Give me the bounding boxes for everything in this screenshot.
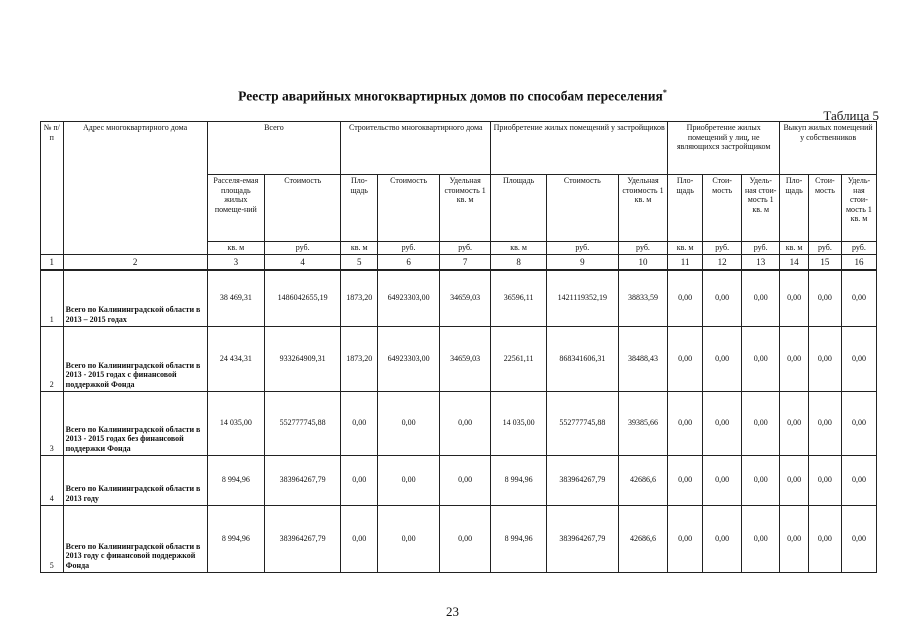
value-cell: 34659,03 xyxy=(439,270,490,326)
value-cell: 0,00 xyxy=(378,391,440,455)
value-cell: 0,00 xyxy=(808,270,841,326)
column-number-cell: 10 xyxy=(618,255,667,271)
column-number-cell: 8 xyxy=(491,255,547,271)
value-cell: 0,00 xyxy=(378,505,440,572)
unit-cell: руб. xyxy=(841,242,876,255)
subheader-buyout-unit-cost: Удель-ная стои-мость 1 кв. м xyxy=(841,175,876,242)
header-total: Всего xyxy=(207,122,341,175)
subheader-purchase-non-cost: Стои-мость xyxy=(703,175,742,242)
table-number: Таблица 5 xyxy=(823,108,879,123)
row-label: Всего по Калининградской области в 2013 - 2015 годах с финансовой поддержкой Фонда xyxy=(63,326,207,391)
value-cell: 0,00 xyxy=(808,505,841,572)
unit-cell: руб. xyxy=(808,242,841,255)
value-cell: 0,00 xyxy=(841,455,876,505)
value-cell: 0,00 xyxy=(668,455,703,505)
value-cell: 0,00 xyxy=(378,455,440,505)
unit-cell: кв. м xyxy=(491,242,547,255)
value-cell: 0,00 xyxy=(742,270,780,326)
value-cell: 0,00 xyxy=(703,505,742,572)
value-cell: 1486042655,19 xyxy=(265,270,341,326)
value-cell: 0,00 xyxy=(742,326,780,391)
value-cell: 1873,20 xyxy=(341,326,378,391)
value-cell: 0,00 xyxy=(703,270,742,326)
value-cell: 0,00 xyxy=(742,455,780,505)
value-cell: 0,00 xyxy=(668,326,703,391)
value-cell: 552777745,88 xyxy=(546,391,618,455)
subheader-construction-area: Пло-щадь xyxy=(341,175,378,242)
header-num: № п/п xyxy=(41,122,64,255)
subheader-total-cost: Стоимость xyxy=(265,175,341,242)
subheader-purchase-dev-unit-cost: Удельная стоимость 1 кв. м xyxy=(618,175,667,242)
value-cell: 38833,59 xyxy=(618,270,667,326)
row-label: Всего по Калининградской области в 2013 - 2015 годах без финансовой поддержки Фонда xyxy=(63,391,207,455)
column-number-cell: 15 xyxy=(808,255,841,271)
value-cell: 0,00 xyxy=(439,455,490,505)
unit-cell: руб. xyxy=(546,242,618,255)
column-number-cell: 12 xyxy=(703,255,742,271)
value-cell: 22561,11 xyxy=(491,326,547,391)
value-cell: 8 994,96 xyxy=(491,505,547,572)
value-cell: 42686,6 xyxy=(618,455,667,505)
header-row-groups xyxy=(41,122,877,175)
value-cell: 383964267,79 xyxy=(265,455,341,505)
value-cell: 64923303,00 xyxy=(378,270,440,326)
value-cell: 36596,11 xyxy=(491,270,547,326)
unit-cell: руб. xyxy=(742,242,780,255)
value-cell: 552777745,88 xyxy=(265,391,341,455)
header-address: Адрес многоквартирного дома xyxy=(63,122,207,255)
value-cell: 0,00 xyxy=(668,270,703,326)
value-cell: 42686,6 xyxy=(618,505,667,572)
document-title: Реестр аварийных многоквартирных домов по способам переселения* xyxy=(238,88,667,104)
value-cell: 0,00 xyxy=(780,326,809,391)
value-cell: 0,00 xyxy=(780,505,809,572)
value-cell: 24 434,31 xyxy=(207,326,265,391)
value-cell: 0,00 xyxy=(341,505,378,572)
value-cell: 39385,66 xyxy=(618,391,667,455)
header-construction: Строительство многоквартирного дома xyxy=(341,122,491,175)
value-cell: 0,00 xyxy=(742,505,780,572)
value-cell: 0,00 xyxy=(439,505,490,572)
value-cell: 383964267,79 xyxy=(265,505,341,572)
value-cell: 0,00 xyxy=(780,391,809,455)
subheader-purchase-non-unit-cost: Удель-ная стои-мость 1 кв. м xyxy=(742,175,780,242)
value-cell: 1421119352,19 xyxy=(546,270,618,326)
unit-cell: руб. xyxy=(703,242,742,255)
value-cell: 8 994,96 xyxy=(491,455,547,505)
value-cell: 8 994,96 xyxy=(207,455,265,505)
row-number: 3 xyxy=(41,391,64,455)
value-cell: 0,00 xyxy=(703,326,742,391)
header-row-column-numbers xyxy=(41,255,877,271)
value-cell: 0,00 xyxy=(668,391,703,455)
value-cell: 1873,20 xyxy=(341,270,378,326)
header-purchase-non-developers: Приобретение жилых помещений у лиц, не являющихся застройщиком xyxy=(668,122,780,175)
subheader-construction-unit-cost: Удельная стоимость 1 кв. м xyxy=(439,175,490,242)
column-number-cell: 9 xyxy=(546,255,618,271)
value-cell: 0,00 xyxy=(341,455,378,505)
value-cell: 0,00 xyxy=(703,391,742,455)
value-cell: 0,00 xyxy=(841,505,876,572)
column-number-cell: 4 xyxy=(265,255,341,271)
column-number-cell: 5 xyxy=(341,255,378,271)
value-cell: 0,00 xyxy=(808,326,841,391)
value-cell: 14 035,00 xyxy=(207,391,265,455)
unit-cell: руб. xyxy=(265,242,341,255)
value-cell: 0,00 xyxy=(439,391,490,455)
column-number-cell: 13 xyxy=(742,255,780,271)
value-cell: 0,00 xyxy=(703,455,742,505)
table-row xyxy=(41,391,877,455)
row-number: 5 xyxy=(41,505,64,572)
row-label: Всего по Калининградской области в 2013 году xyxy=(63,455,207,505)
value-cell: 383964267,79 xyxy=(546,505,618,572)
subheader-buyout-cost: Стои-мость xyxy=(808,175,841,242)
value-cell: 0,00 xyxy=(668,505,703,572)
value-cell: 0,00 xyxy=(341,391,378,455)
value-cell: 0,00 xyxy=(841,391,876,455)
unit-cell: руб. xyxy=(618,242,667,255)
row-number: 2 xyxy=(41,326,64,391)
value-cell: 0,00 xyxy=(780,455,809,505)
unit-cell: кв. м xyxy=(780,242,809,255)
subheader-purchase-dev-cost: Стоимость xyxy=(546,175,618,242)
subheader-purchase-dev-area: Площадь xyxy=(491,175,547,242)
value-cell: 8 994,96 xyxy=(207,505,265,572)
unit-cell: кв. м xyxy=(668,242,703,255)
column-number-cell: 1 xyxy=(41,255,64,271)
table-row xyxy=(41,326,877,391)
subheader-buyout-area: Пло-щадь xyxy=(780,175,809,242)
value-cell: 383964267,79 xyxy=(546,455,618,505)
subheader-construction-cost: Стоимость xyxy=(378,175,440,242)
register-table xyxy=(40,121,877,573)
value-cell: 0,00 xyxy=(742,391,780,455)
unit-cell: кв. м xyxy=(341,242,378,255)
unit-cell: руб. xyxy=(439,242,490,255)
column-number-cell: 3 xyxy=(207,255,265,271)
subheader-resettled-area: Расселя-емая площадь жилых помеще-ний xyxy=(207,175,265,242)
row-label: Всего по Калининградской области в 2013 – 2015 годах xyxy=(63,270,207,326)
header-buyout: Выкуп жилых помещений у собственников xyxy=(780,122,877,175)
unit-cell: руб. xyxy=(378,242,440,255)
value-cell: 64923303,00 xyxy=(378,326,440,391)
table-row xyxy=(41,505,877,572)
table-row xyxy=(41,455,877,505)
row-number: 4 xyxy=(41,455,64,505)
row-label: Всего по Калининградской области в 2013 году с финансовой поддержкой Фонда xyxy=(63,505,207,572)
value-cell: 868341606,31 xyxy=(546,326,618,391)
column-number-cell: 16 xyxy=(841,255,876,271)
value-cell: 0,00 xyxy=(808,391,841,455)
header-purchase-developers: Приобретение жилых помещений у застройщиков xyxy=(491,122,668,175)
column-number-cell: 14 xyxy=(780,255,809,271)
unit-cell: кв. м xyxy=(207,242,265,255)
column-number-cell: 6 xyxy=(378,255,440,271)
column-number-cell: 7 xyxy=(439,255,490,271)
column-number-cell: 2 xyxy=(63,255,207,271)
subheader-purchase-non-area: Пло-щадь xyxy=(668,175,703,242)
value-cell: 0,00 xyxy=(808,455,841,505)
value-cell: 34659,03 xyxy=(439,326,490,391)
value-cell: 0,00 xyxy=(780,270,809,326)
value-cell: 38 469,31 xyxy=(207,270,265,326)
page-number: 23 xyxy=(446,604,459,619)
value-cell: 0,00 xyxy=(841,326,876,391)
table-row xyxy=(41,270,877,326)
value-cell: 933264909,31 xyxy=(265,326,341,391)
value-cell: 14 035,00 xyxy=(491,391,547,455)
value-cell: 38488,43 xyxy=(618,326,667,391)
column-number-cell: 11 xyxy=(668,255,703,271)
value-cell: 0,00 xyxy=(841,270,876,326)
row-number: 1 xyxy=(41,270,64,326)
